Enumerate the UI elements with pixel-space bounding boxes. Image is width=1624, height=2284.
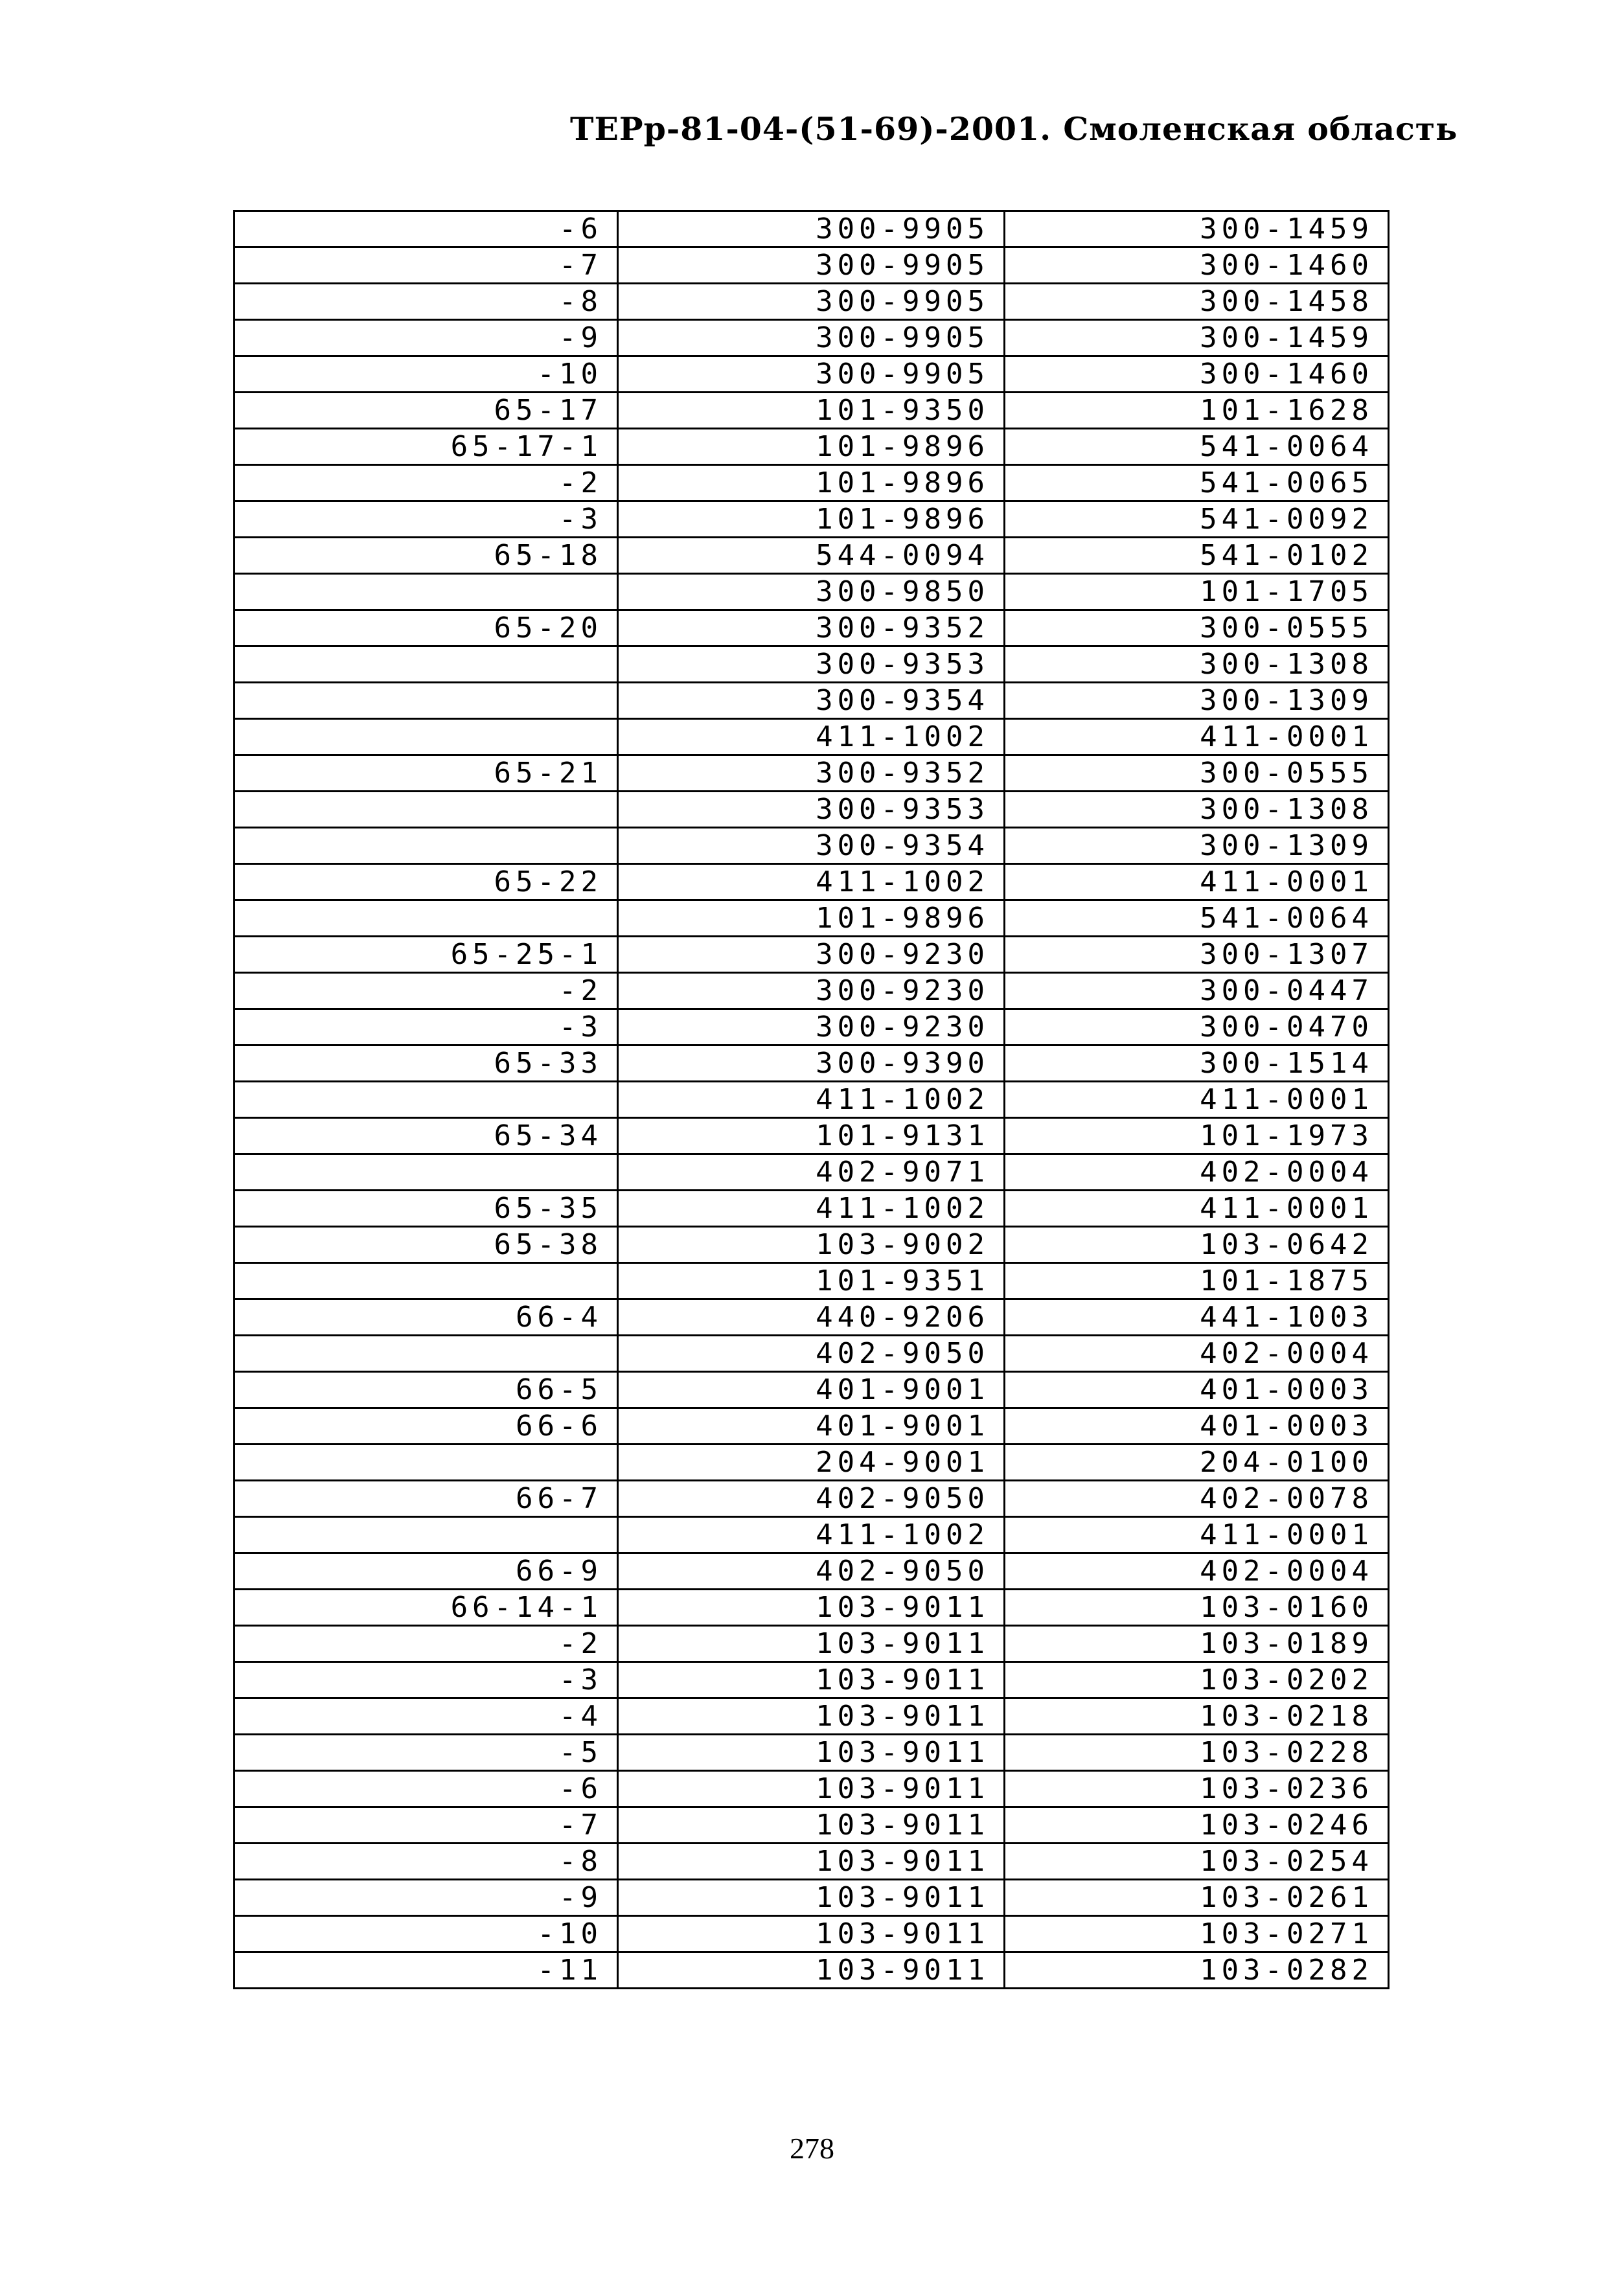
table-cell-old-code: 300-9353 xyxy=(618,646,1005,683)
table-cell-new-code: 541-0065 xyxy=(1005,465,1389,501)
table-cell-new-code: 300-0555 xyxy=(1005,755,1389,792)
table-cell-old-code: 101-9896 xyxy=(618,900,1005,937)
table-cell-new-code: 103-0271 xyxy=(1005,1916,1389,1952)
table-cell-old-code: 300-9352 xyxy=(618,755,1005,792)
table-cell-code xyxy=(234,646,618,683)
table-row xyxy=(234,1481,1389,1517)
table-cell-new-code: 411-0001 xyxy=(1005,719,1389,755)
table-row xyxy=(234,646,1389,683)
table-cell-code: 65-17 xyxy=(234,393,618,429)
table-cell-new-code: 441-1003 xyxy=(1005,1299,1389,1336)
table-cell-old-code: 300-9905 xyxy=(618,356,1005,393)
table-row xyxy=(234,937,1389,973)
table-row xyxy=(234,1263,1389,1299)
table-cell-old-code: 440-9206 xyxy=(618,1299,1005,1336)
table-cell-code: 65-35 xyxy=(234,1191,618,1227)
table-cell-new-code: 103-0642 xyxy=(1005,1227,1389,1263)
table-cell-new-code: 300-1307 xyxy=(1005,937,1389,973)
table-cell-new-code: 401-0003 xyxy=(1005,1372,1389,1408)
table-row xyxy=(234,864,1389,900)
table-cell-code: -7 xyxy=(234,1807,618,1844)
code-mapping-table xyxy=(233,210,1390,1989)
table-cell-code: 66-5 xyxy=(234,1372,618,1408)
table-cell-new-code: 103-0160 xyxy=(1005,1590,1389,1626)
table-row xyxy=(234,1372,1389,1408)
table-cell-code: -2 xyxy=(234,1626,618,1662)
table-cell-new-code: 402-0004 xyxy=(1005,1336,1389,1372)
table-cell-new-code: 101-1973 xyxy=(1005,1118,1389,1154)
table-cell-old-code: 103-9011 xyxy=(618,1771,1005,1807)
table-row xyxy=(234,1880,1389,1916)
table-row xyxy=(234,1336,1389,1372)
table-cell-code: -5 xyxy=(234,1735,618,1771)
table-cell-code: 65-33 xyxy=(234,1045,618,1082)
table-row xyxy=(234,792,1389,828)
table-cell-code xyxy=(234,828,618,864)
table-cell-code xyxy=(234,719,618,755)
table-cell-new-code: 103-0236 xyxy=(1005,1771,1389,1807)
table-row xyxy=(234,465,1389,501)
table-cell-code: -8 xyxy=(234,284,618,320)
table-row xyxy=(234,1807,1389,1844)
table-cell-old-code: 300-9230 xyxy=(618,937,1005,973)
table-cell-code: 65-18 xyxy=(234,538,618,574)
table-cell-new-code: 103-0228 xyxy=(1005,1735,1389,1771)
table-row xyxy=(234,610,1389,646)
table-cell-code: 66-6 xyxy=(234,1408,618,1445)
table-cell-old-code: 300-9850 xyxy=(618,574,1005,610)
table-cell-new-code: 300-0470 xyxy=(1005,1009,1389,1045)
table-row xyxy=(234,1553,1389,1590)
table-cell-old-code: 401-9001 xyxy=(618,1372,1005,1408)
table-cell-old-code: 300-9230 xyxy=(618,973,1005,1009)
table-cell-new-code: 300-1308 xyxy=(1005,646,1389,683)
table-row xyxy=(234,1844,1389,1880)
table-cell-new-code: 101-1628 xyxy=(1005,393,1389,429)
table-cell-code: -2 xyxy=(234,465,618,501)
table-cell-old-code: 300-9905 xyxy=(618,320,1005,356)
table-row xyxy=(234,1662,1389,1698)
table-cell-code: 65-21 xyxy=(234,755,618,792)
table-cell-code: -7 xyxy=(234,247,618,284)
table-row xyxy=(234,1118,1389,1154)
table-row xyxy=(234,429,1389,465)
table-cell-new-code: 103-0218 xyxy=(1005,1698,1389,1735)
table-row xyxy=(234,1626,1389,1662)
table-cell-new-code: 103-0254 xyxy=(1005,1844,1389,1880)
table-cell-old-code: 402-9071 xyxy=(618,1154,1005,1191)
table-cell-code: -9 xyxy=(234,1880,618,1916)
table-row xyxy=(234,719,1389,755)
table-cell-old-code: 103-9011 xyxy=(618,1807,1005,1844)
table-cell-new-code: 541-0102 xyxy=(1005,538,1389,574)
table-cell-old-code: 103-9011 xyxy=(618,1735,1005,1771)
table-cell-code xyxy=(234,574,618,610)
table-cell-old-code: 402-9050 xyxy=(618,1553,1005,1590)
table-cell-new-code: 402-0004 xyxy=(1005,1553,1389,1590)
table-row xyxy=(234,828,1389,864)
table-cell-old-code: 300-9230 xyxy=(618,1009,1005,1045)
table-cell-code xyxy=(234,1082,618,1118)
table-cell-code xyxy=(234,1445,618,1481)
table-cell-old-code: 101-9896 xyxy=(618,501,1005,538)
table-cell-old-code: 402-9050 xyxy=(618,1481,1005,1517)
table-body xyxy=(234,211,1389,1989)
table-cell-old-code: 300-9905 xyxy=(618,284,1005,320)
table-cell-new-code: 300-1308 xyxy=(1005,792,1389,828)
table-cell-new-code: 541-0092 xyxy=(1005,501,1389,538)
table-cell-old-code: 103-9002 xyxy=(618,1227,1005,1263)
table-cell-old-code: 411-1002 xyxy=(618,864,1005,900)
page-header-title: ТЕРр-81-04-(51-69)-2001. Смоленская область xyxy=(570,110,1458,148)
table-row xyxy=(234,538,1389,574)
table-row xyxy=(234,973,1389,1009)
table-cell-old-code: 101-9350 xyxy=(618,393,1005,429)
table-cell-code: 66-7 xyxy=(234,1481,618,1517)
table-row xyxy=(234,1082,1389,1118)
table-cell-code: 65-38 xyxy=(234,1227,618,1263)
table-cell-new-code: 300-1514 xyxy=(1005,1045,1389,1082)
table-row xyxy=(234,1191,1389,1227)
table-cell-code: -3 xyxy=(234,1662,618,1698)
table-cell-code: 66-9 xyxy=(234,1553,618,1590)
table-cell-new-code: 101-1875 xyxy=(1005,1263,1389,1299)
table-cell-code: -9 xyxy=(234,320,618,356)
table-cell-old-code: 300-9352 xyxy=(618,610,1005,646)
table-row xyxy=(234,501,1389,538)
table-row xyxy=(234,393,1389,429)
table-cell-code: 65-34 xyxy=(234,1118,618,1154)
table-row xyxy=(234,1771,1389,1807)
table-cell-new-code: 300-1309 xyxy=(1005,683,1389,719)
table-cell-new-code: 101-1705 xyxy=(1005,574,1389,610)
table-cell-new-code: 300-1459 xyxy=(1005,211,1389,247)
table-cell-new-code: 402-0078 xyxy=(1005,1481,1389,1517)
table-cell-old-code: 101-9896 xyxy=(618,465,1005,501)
page-number: 278 xyxy=(790,2132,834,2165)
table-cell-old-code: 411-1002 xyxy=(618,719,1005,755)
table-cell-new-code: 300-1458 xyxy=(1005,284,1389,320)
table-cell-new-code: 411-0001 xyxy=(1005,864,1389,900)
table-cell-code: -6 xyxy=(234,1771,618,1807)
table-cell-code xyxy=(234,1263,618,1299)
table-cell-new-code: 402-0004 xyxy=(1005,1154,1389,1191)
table-cell-code: 65-22 xyxy=(234,864,618,900)
table-cell-old-code: 411-1002 xyxy=(618,1191,1005,1227)
table-cell-old-code: 300-9905 xyxy=(618,211,1005,247)
table-row xyxy=(234,1735,1389,1771)
table-row xyxy=(234,1517,1389,1553)
table-cell-old-code: 411-1002 xyxy=(618,1517,1005,1553)
table-cell-code xyxy=(234,1154,618,1191)
table-cell-new-code: 300-0555 xyxy=(1005,610,1389,646)
table-cell-code: -11 xyxy=(234,1952,618,1989)
table-cell-new-code: 300-1309 xyxy=(1005,828,1389,864)
table-cell-new-code: 411-0001 xyxy=(1005,1191,1389,1227)
table-row xyxy=(234,247,1389,284)
table-cell-code: -3 xyxy=(234,501,618,538)
table-cell-code xyxy=(234,792,618,828)
table-row xyxy=(234,1299,1389,1336)
table-cell-new-code: 300-1460 xyxy=(1005,356,1389,393)
table-cell-old-code: 103-9011 xyxy=(618,1880,1005,1916)
table-cell-old-code: 300-9390 xyxy=(618,1045,1005,1082)
table-cell-new-code: 103-0189 xyxy=(1005,1626,1389,1662)
table-cell-old-code: 103-9011 xyxy=(618,1590,1005,1626)
table-cell-old-code: 103-9011 xyxy=(618,1952,1005,1989)
table-cell-new-code: 204-0100 xyxy=(1005,1445,1389,1481)
table-cell-new-code: 103-0282 xyxy=(1005,1952,1389,1989)
table-row xyxy=(234,683,1389,719)
table-row xyxy=(234,1698,1389,1735)
table-row xyxy=(234,1227,1389,1263)
table-cell-old-code: 101-9896 xyxy=(618,429,1005,465)
table-cell-old-code: 300-9354 xyxy=(618,828,1005,864)
table-cell-code: 65-20 xyxy=(234,610,618,646)
table-cell-old-code: 544-0094 xyxy=(618,538,1005,574)
table-cell-code: -6 xyxy=(234,211,618,247)
table-cell-code: 65-17-1 xyxy=(234,429,618,465)
table-cell-code: -2 xyxy=(234,973,618,1009)
table-cell-code: -4 xyxy=(234,1698,618,1735)
table-row xyxy=(234,1916,1389,1952)
table-cell-code xyxy=(234,1336,618,1372)
table-row xyxy=(234,284,1389,320)
table-cell-old-code: 103-9011 xyxy=(618,1698,1005,1735)
table-cell-code: 65-25-1 xyxy=(234,937,618,973)
table-row xyxy=(234,1445,1389,1481)
table-cell-new-code: 103-0246 xyxy=(1005,1807,1389,1844)
table-cell-code: 66-4 xyxy=(234,1299,618,1336)
table-cell-code xyxy=(234,900,618,937)
table-row xyxy=(234,356,1389,393)
table-cell-code: -10 xyxy=(234,1916,618,1952)
table-cell-new-code: 541-0064 xyxy=(1005,429,1389,465)
table-row xyxy=(234,1009,1389,1045)
table-cell-new-code: 401-0003 xyxy=(1005,1408,1389,1445)
table-row xyxy=(234,1952,1389,1989)
table-cell-old-code: 300-9353 xyxy=(618,792,1005,828)
table-row xyxy=(234,900,1389,937)
table-row xyxy=(234,574,1389,610)
table-row xyxy=(234,1045,1389,1082)
table-cell-old-code: 401-9001 xyxy=(618,1408,1005,1445)
table-cell-new-code: 103-0261 xyxy=(1005,1880,1389,1916)
table-row xyxy=(234,755,1389,792)
table-row xyxy=(234,211,1389,247)
table-cell-old-code: 402-9050 xyxy=(618,1336,1005,1372)
table-cell-old-code: 103-9011 xyxy=(618,1844,1005,1880)
table-cell-new-code: 300-0447 xyxy=(1005,973,1389,1009)
table-row xyxy=(234,320,1389,356)
table-cell-old-code: 300-9354 xyxy=(618,683,1005,719)
table-row xyxy=(234,1408,1389,1445)
table-cell-old-code: 300-9905 xyxy=(618,247,1005,284)
table-cell-new-code: 411-0001 xyxy=(1005,1082,1389,1118)
table-cell-old-code: 411-1002 xyxy=(618,1082,1005,1118)
table-cell-code xyxy=(234,683,618,719)
table-row xyxy=(234,1590,1389,1626)
table-cell-new-code: 411-0001 xyxy=(1005,1517,1389,1553)
table-cell-old-code: 103-9011 xyxy=(618,1626,1005,1662)
table-cell-new-code: 103-0202 xyxy=(1005,1662,1389,1698)
table-cell-code: 66-14-1 xyxy=(234,1590,618,1626)
table-row xyxy=(234,1154,1389,1191)
table-cell-new-code: 300-1460 xyxy=(1005,247,1389,284)
table-cell-old-code: 204-9001 xyxy=(618,1445,1005,1481)
table-cell-old-code: 103-9011 xyxy=(618,1916,1005,1952)
table-cell-code: -3 xyxy=(234,1009,618,1045)
table-cell-new-code: 300-1459 xyxy=(1005,320,1389,356)
table-cell-code: -10 xyxy=(234,356,618,393)
table-cell-new-code: 541-0064 xyxy=(1005,900,1389,937)
table-cell-code: -8 xyxy=(234,1844,618,1880)
table-cell-code xyxy=(234,1517,618,1553)
table-cell-old-code: 103-9011 xyxy=(618,1662,1005,1698)
table-cell-old-code: 101-9131 xyxy=(618,1118,1005,1154)
table-cell-old-code: 101-9351 xyxy=(618,1263,1005,1299)
